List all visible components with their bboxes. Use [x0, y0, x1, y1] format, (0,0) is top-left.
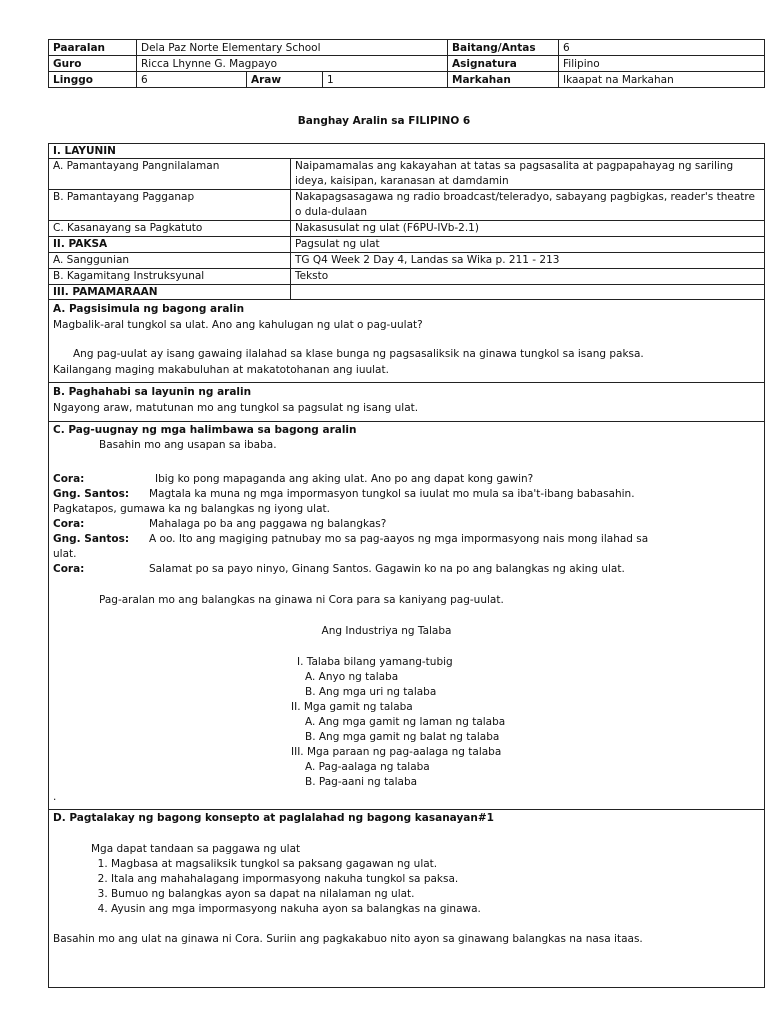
document-title: Banghay Aralin sa FILIPINO 6 — [297, 115, 471, 127]
row-value: Nakasusulat ng ulat (F6PU-IVb-2.1) — [291, 221, 765, 237]
section-c-row — [49, 422, 765, 810]
paksa-row — [49, 269, 765, 285]
dialogue-line — [53, 472, 760, 487]
outline-item: A. Anyo ng talaba — [305, 671, 399, 683]
header-label: Paaralan — [49, 40, 137, 56]
outline-item: II. Mga gamit ng talaba — [291, 701, 413, 713]
dialogue-speaker: Gng. Santos: — [53, 533, 130, 545]
section-a-text: Kailangang maging makabuluhan at makatotohanan ang iuulat. — [53, 364, 389, 376]
dialogue-speaker: Cora: — [53, 518, 85, 530]
section-heading: I. LAYUNIN — [49, 144, 765, 159]
outline-item: III. Mga paraan ng pag-aalaga ng talaba — [291, 746, 502, 758]
header-value: 1 — [323, 72, 448, 88]
layunin-row — [49, 190, 765, 221]
section-a — [49, 300, 765, 383]
header-value: 6 — [137, 72, 247, 88]
dialogue-speaker: Gng. Santos: — [53, 488, 130, 500]
outline-item: I. Talaba bilang yamang-tubig — [297, 656, 453, 668]
section-b-text: Ngayong araw, matutunan mo ang tungkol sa pagsulat ng isang ulat. — [53, 402, 419, 414]
dialogue-text: Salamat po sa payo ninyo, Ginang Santos. Gagawin ko na po ang balangkas ng aking ulat. — [149, 563, 625, 575]
header-label: Asignatura — [448, 56, 559, 72]
section-a-heading: A. Pagsisimula ng bagong aralin — [53, 303, 245, 315]
row-label: A. Pamantayang Pangnilalaman — [49, 159, 291, 190]
trailing-dot: . — [53, 791, 57, 803]
section-d-row — [49, 810, 765, 988]
header-table — [48, 39, 765, 88]
header-row-linggo — [49, 72, 765, 88]
header-value: 6 — [559, 40, 765, 56]
dialogue-continuation: Pagkatapos, gumawa ka ng balangkas ng iyong ulat. — [53, 503, 330, 515]
layunin-row — [49, 221, 765, 237]
section-c-after: Pag-aralan mo ang balangkas na ginawa ni Cora para sa kaniyang pag-uulat. — [99, 594, 504, 606]
section-d-heading: D. Pagtalakay ng bagong konsepto at paglalahad ng bagong kasanayan#1 — [53, 812, 494, 824]
section-c-heading: C. Pag-uugnay ng mga halimbawa sa bagong aralin — [53, 424, 357, 436]
header-value: Ikaapat na Markahan — [559, 72, 765, 88]
section-d — [49, 810, 765, 988]
section-d-closing: Basahin mo ang ulat na ginawa ni Cora. Suriin ang pagkakabuo nito ayon sa ginawang balangkas na nasa itaas. — [53, 933, 643, 945]
outline-title: Ang Industriya ng Talaba — [321, 625, 452, 637]
steps-list — [53, 857, 760, 917]
header-value: Ricca Lhynne G. Magpayo — [137, 56, 448, 72]
header-row-paaralan — [49, 40, 765, 56]
section-c-intro: Basahin mo ang usapan sa ibaba. — [99, 439, 277, 451]
section-c — [49, 422, 765, 810]
header-row-guro — [49, 56, 765, 72]
step-item: 3. Bumuo ng balangkas ayon sa dapat na nilalaman ng ulat. — [111, 887, 760, 902]
dialogue-continuation: ulat. — [53, 548, 77, 560]
lesson-plan-table — [48, 143, 765, 988]
dialogue-line — [53, 487, 760, 502]
dialogue-line — [53, 562, 760, 577]
row-value: Pagsulat ng ulat — [291, 237, 765, 253]
section-a-row — [49, 300, 765, 383]
outline-item: B. Ang mga uri ng talaba — [305, 686, 437, 698]
header-value: Dela Paz Norte Elementary School — [137, 40, 448, 56]
section-heading: II. PAKSA — [49, 237, 291, 253]
section-a-text: Magbalik-aral tungkol sa ulat. Ano ang kahulugan ng ulat o pag-uulat? — [53, 319, 423, 331]
section-b-heading: B. Paghahabi sa layunin ng aralin — [53, 386, 252, 398]
row-label: A. Sanggunian — [49, 253, 291, 269]
dialogue-text: Ibig ko pong mapaganda ang aking ulat. Ano po ang dapat kong gawin? — [155, 473, 534, 485]
paksa-heading-row — [49, 237, 765, 253]
outline-item: B. Pag-aani ng talaba — [305, 776, 418, 788]
outline-item: B. Ang mga gamit ng balat ng talaba — [305, 731, 500, 743]
header-value: Filipino — [559, 56, 765, 72]
section-b — [49, 383, 765, 422]
row-label: C. Kasanayang sa Pagkatuto — [49, 221, 291, 237]
empty-cell — [291, 285, 765, 300]
section-d-intro: Mga dapat tandaan sa paggawa ng ulat — [91, 843, 301, 855]
row-value: TG Q4 Week 2 Day 4, Landas sa Wika p. 211 - 213 — [291, 253, 765, 269]
section-heading: III. PAMAMARAAN — [49, 285, 291, 300]
row-value: Naipamamalas ang kakayahan at tatas sa pagsasalita at pagpapahayag ng sariling ideya, kaisipan, karanasan at damdamin — [291, 159, 765, 190]
dialogue-text: Magtala ka muna ng mga impormasyon tungkol sa iuulat mo mula sa iba't-ibang babasahin. — [149, 488, 635, 500]
step-item: 2. Itala ang mahahalagang impormasyong nakuha tungkol sa paksa. — [111, 872, 760, 887]
paksa-row — [49, 253, 765, 269]
outline — [291, 655, 760, 790]
header-label: Markahan — [448, 72, 559, 88]
dialogue-line — [53, 532, 760, 547]
header-label: Guro — [49, 56, 137, 72]
header-label: Araw — [247, 72, 323, 88]
step-item: 1. Magbasa at magsaliksik tungkol sa paksang gagawan ng ulat. — [111, 857, 760, 872]
dialogue — [53, 472, 760, 577]
section-a-text: Ang pag-uulat ay isang gawaing ilalahad sa klase bunga ng pagsasaliksik na ginawa tungkol sa isang paksa. — [73, 348, 644, 360]
row-label: B. Kagamitang Instruksyunal — [49, 269, 291, 285]
section-b-row — [49, 383, 765, 422]
step-item: 4. Ayusin ang mga impormasyong nakuha ayon sa balangkas na ginawa. — [111, 902, 760, 917]
pamamaraan-heading-row — [49, 285, 765, 300]
outline-item: A. Pag-aalaga ng talaba — [305, 761, 430, 773]
header-label: Baitang/Antas — [448, 40, 559, 56]
dialogue-text: A oo. Ito ang magiging patnubay mo sa pag-aayos ng mga impormasyong nais mong ilahad sa — [149, 533, 649, 545]
header-label: Linggo — [49, 72, 137, 88]
dialogue-speaker: Cora: — [53, 563, 85, 575]
outline-item: A. Ang mga gamit ng laman ng talaba — [305, 716, 506, 728]
row-value: Teksto — [291, 269, 765, 285]
dialogue-line — [53, 517, 760, 532]
layunin-heading-row — [49, 144, 765, 159]
row-label: B. Pamantayang Pagganap — [49, 190, 291, 221]
row-value: Nakapagsasagawa ng radio broadcast/teleradyo, sabayang pagbigkas, reader's theatre o dula-dulaan — [291, 190, 765, 221]
dialogue-speaker: Cora: — [53, 473, 85, 485]
dialogue-text: Mahalaga po ba ang paggawa ng balangkas? — [149, 518, 387, 530]
layunin-row — [49, 159, 765, 190]
